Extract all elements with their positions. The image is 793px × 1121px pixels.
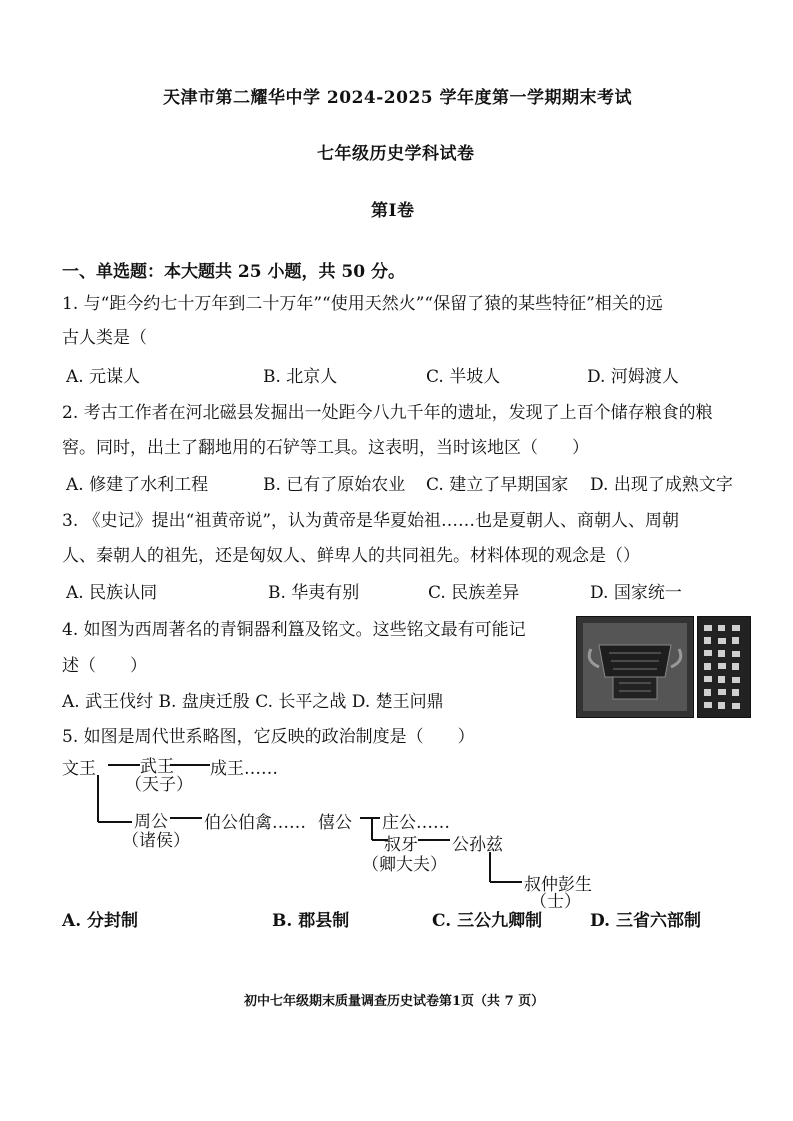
question-4-options: A. 武王伐纣 B. 盘庚迁殷 C. 长平之战 D. 楚王问鼎 bbox=[62, 692, 444, 712]
question-3-line-2: 人、秦朝人的祖先，还是匈奴人、鲜卑人的共同祖先。材料体现的观念是（） bbox=[62, 546, 640, 566]
question-3-line-1: 3. 《史记》提出“祖黄帝说”，认为黄帝是华夏始祖……也是夏朝人、商朝人、周朝 bbox=[62, 511, 680, 531]
question-5-option-d: D. 三省六部制 bbox=[590, 911, 701, 931]
question-3-option-b: B. 华夷有别 bbox=[268, 583, 360, 603]
question-1-line-2: 古人类是（ bbox=[62, 328, 147, 348]
node-chengwang: 成王…… bbox=[210, 759, 278, 779]
section-heading: 一、单选题：本大题共 25 小题，共 50 分。 bbox=[62, 262, 405, 282]
question-2-option-b: B. 已有了原始农业 bbox=[263, 475, 406, 495]
question-1-option-a: A. 元谋人 bbox=[66, 367, 141, 387]
node-shuzhong: 叔仲彭生 bbox=[524, 875, 592, 895]
exam-title: 天津市第二耀华中学 2024-2025 学年度第一学期期末考试 bbox=[163, 88, 633, 108]
node-wenwang: 文王 bbox=[62, 759, 96, 779]
node-shuya: 叔牙 bbox=[384, 835, 418, 855]
question-5-option-b: B. 郡县制 bbox=[272, 911, 350, 931]
label-qingdafu: （卿大夫） bbox=[362, 855, 447, 875]
question-2-line-1: 2. 考古工作者在河北磁县发掘出一处距今八九千年的遗址，发现了上百个储存粮食的粮 bbox=[62, 403, 713, 423]
label-tianzi: （天子） bbox=[125, 775, 193, 795]
question-5-line-1: 5. 如图是周代世系略图，它反映的政治制度是（ ） bbox=[62, 727, 475, 747]
question-3-option-c: C. 民族差异 bbox=[428, 583, 520, 603]
question-1-line-1: 1. 与“距今约七十万年到二十万年”“使用天然火”“保留了猿的某些特征”相关的远 bbox=[62, 294, 663, 314]
page-footer: 初中七年级期末质量调查历史试卷第1页（共 7 页） bbox=[244, 994, 545, 1009]
volume-label: 第Ⅰ卷 bbox=[371, 201, 415, 221]
question-4-line-2: 述（ ） bbox=[62, 656, 147, 676]
label-zhuhou: （诸侯） bbox=[122, 831, 190, 851]
node-wuwang: 武王 bbox=[140, 757, 174, 777]
question-1-option-c: C. 半坡人 bbox=[426, 367, 501, 387]
question-5-option-c: C. 三公九卿制 bbox=[432, 911, 543, 931]
question-2-option-d: D. 出现了成熟文字 bbox=[590, 475, 733, 495]
question-4-line-1: 4. 如图为西周著名的青铜器利簋及铭文。这些铭文最有可能记 bbox=[62, 620, 526, 640]
node-bogong: 伯公伯禽…… bbox=[204, 813, 306, 833]
question-3-option-a: A. 民族认同 bbox=[66, 583, 158, 603]
node-gongsunzi: 公孙兹 bbox=[452, 835, 503, 855]
node-zhuanggong: 庄公…… bbox=[382, 813, 450, 833]
question-1-option-b: B. 北京人 bbox=[263, 367, 338, 387]
question-2-option-c: C. 建立了早期国家 bbox=[426, 475, 569, 495]
question-2-option-a: A. 修建了水利工程 bbox=[66, 475, 209, 495]
question-5-option-a: A. 分封制 bbox=[62, 911, 139, 931]
question-3-option-d: D. 国家统一 bbox=[590, 583, 682, 603]
label-shi: （士） bbox=[530, 892, 581, 912]
node-zhougong: 周公 bbox=[134, 812, 168, 832]
node-xianggong: 僖公 bbox=[318, 813, 352, 833]
question-2-line-2: 窖。同时，出土了翻地用的石铲等工具。这表明，当时该地区（ ） bbox=[62, 438, 589, 458]
exam-subtitle: 七年级历史学科试卷 bbox=[317, 144, 475, 164]
question-1-option-d: D. 河姆渡人 bbox=[587, 367, 679, 387]
